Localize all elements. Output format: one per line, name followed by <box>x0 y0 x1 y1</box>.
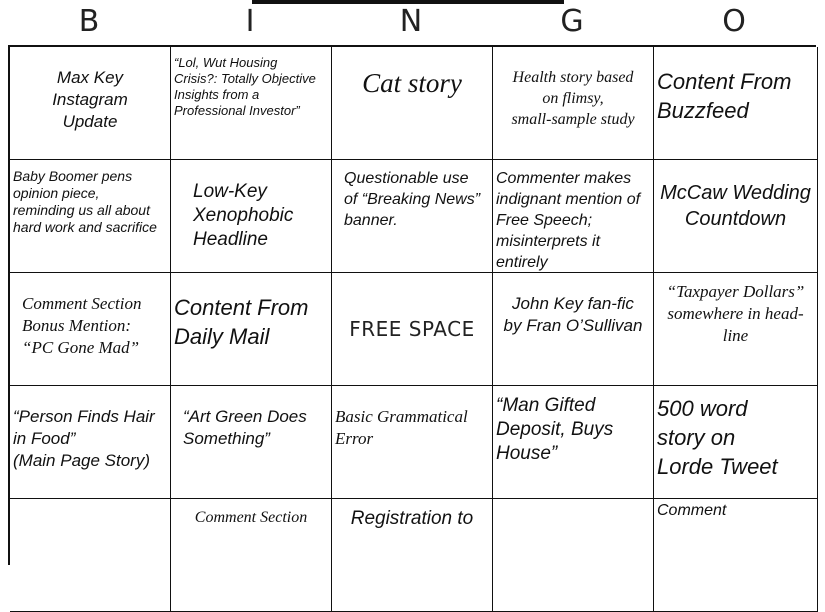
bingo-cell: Registration to <box>332 499 493 612</box>
free-space-cell: FREE SPACE <box>332 273 493 386</box>
bingo-cell: Health story based on flimsy, small-sample study <box>493 47 654 160</box>
bingo-cell: “Man Gifted Deposit, Buys House” <box>493 386 654 499</box>
bingo-cell: McCaw Wedding Countdown <box>654 160 818 273</box>
bingo-cell: Comment Section <box>171 499 332 612</box>
bingo-cell: Comment Section Bonus Mention: “PC Gone Mad” <box>10 273 171 386</box>
bingo-cell: Content From Buzzfeed <box>654 47 818 160</box>
header-letter-i: I <box>245 4 255 39</box>
bingo-cell: Cat story <box>332 47 493 160</box>
bingo-cell <box>10 499 171 612</box>
header-letter-b: B <box>78 4 100 39</box>
bingo-cell: “Art Green Does Something” <box>171 386 332 499</box>
bingo-cell: Low-Key Xenophobic Headline <box>171 160 332 273</box>
header-letter-n: N <box>399 4 423 39</box>
bingo-cell: Basic Grammatical Error <box>332 386 493 499</box>
bingo-cell: “Lol, Wut Housing Crisis?: Totally Objective Insights from a Professional Investor” <box>171 47 332 160</box>
bingo-cell: Questionable use of “Breaking News” banner. <box>332 160 493 273</box>
bingo-cell: Max Key Instagram Update <box>10 47 171 160</box>
bingo-grid <box>8 45 816 565</box>
bingo-cell: John Key fan-fic by Fran O’Sullivan <box>493 273 654 386</box>
bingo-cell <box>493 499 654 612</box>
bingo-cell: Baby Boomer pens opinion piece, reminding us all about hard work and sacrifice <box>10 160 171 273</box>
header-letter-o: O <box>722 4 746 39</box>
header-letter-g: G <box>560 4 584 39</box>
bingo-cell: “Person Finds Hair in Food” (Main Page Story) <box>10 386 171 499</box>
bingo-cell: 500 word story on Lorde Tweet <box>654 386 818 499</box>
bingo-cell: Comment <box>654 499 818 612</box>
bingo-cell: Commenter makes indignant mention of Free Speech; misinterprets it entirely <box>493 160 654 273</box>
bingo-cell: “Taxpayer Dollars” somewhere in head- line <box>654 273 818 386</box>
bingo-cell: Content From Daily Mail <box>171 273 332 386</box>
